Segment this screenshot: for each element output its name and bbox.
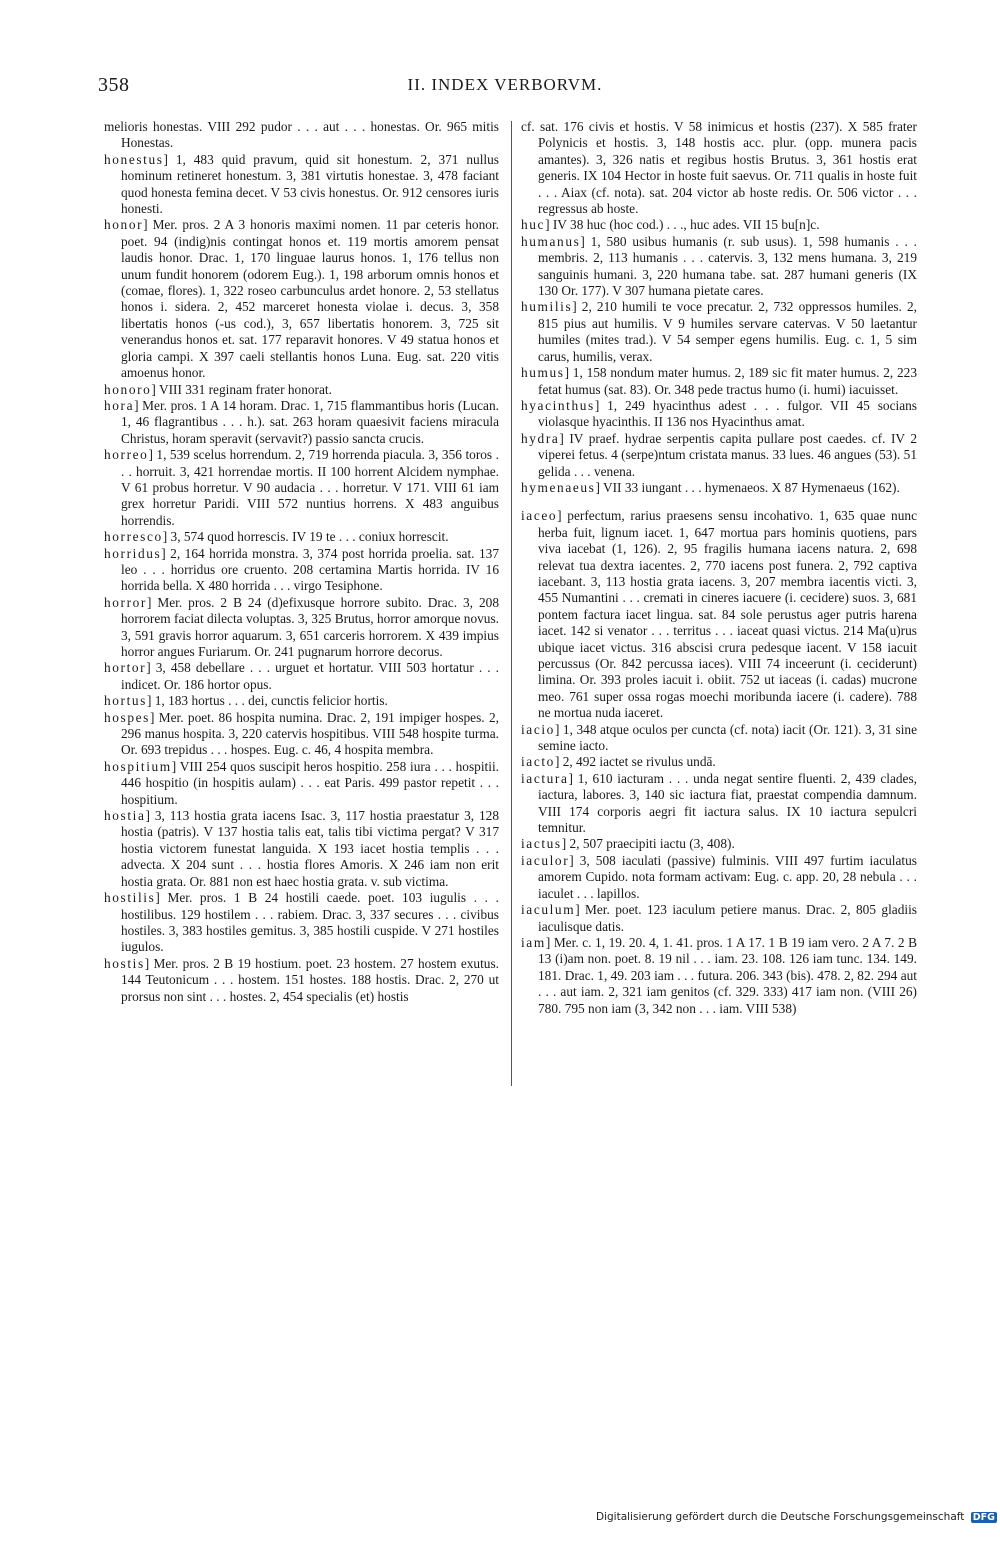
lemma: hospes xyxy=(104,709,150,725)
lemma: iactura xyxy=(521,770,569,786)
entry-hora: hora] Mer. pros. 1 A 14 horam. Drac. 1, 715 flammantibus horis (Lucan. 1, 46 flagrantibus . . . h.). sat. 263 horam quaesivit faciens miracula Christus, horam speravit (servavit?) passio sancta crucis. xyxy=(104,397,499,446)
entry-hortus: hortus] 1, 183 hortus . . . dei, cunctis felicior hortis. xyxy=(104,693,388,709)
entry-honestas-cont: melioris honestas. VIII 292 pudor . . . aut . . . honestas. Or. 965 mitis Honestas. xyxy=(104,119,499,151)
lemma: hortor xyxy=(104,660,147,676)
entry-hospitium: hospitium] VIII 254 quos suscipit heros hospitio. 258 iura . . . hospitii. 446 hospitio (in hospitis aulam) . . . eat Paris. 499 pastor repetit . . . hospitium. xyxy=(104,758,499,807)
entry-huc: huc] IV 38 huc (hoc cod.) . . ., huc ades. VII 15 bu[n]c. xyxy=(521,217,820,233)
entry-hymenaeus: hymenaeus] VII 33 iungant . . . hymenaeos. X 87 Hymenaeus (162). xyxy=(521,479,900,495)
entry-iactura: iactura] 1, 610 iacturam . . . unda negat sentire fluenti. 2, 439 clades, iactura, labores. 3, 140 sic iactura fiat, praestat compendia damnum. VIII 174 corporis aegri fit iactura salus. IX 10 iactura sepulcri temnitur. xyxy=(521,770,917,836)
lemma: hostilis xyxy=(104,890,156,906)
dfg-logo: DFG xyxy=(972,1512,995,1523)
entry-iacto: iacto] 2, 492 iactet se rivulus undā. xyxy=(521,754,716,770)
lemma: iaculum xyxy=(521,902,576,918)
lemma: humus xyxy=(521,365,565,381)
lemma: horreo xyxy=(104,447,149,463)
entry-iam: iam] Mer. c. 1, 19. 20. 4, 1. 41. pros. 1 A 17. 1 B 19 iam vero. 2 A 7. 2 B 13 (i)am non. poet. 8. 19 nil . . . iam. 23. 108. 126 iam tunc. 134. 149. 181. Drac. 1, 49. 203 iam . . . futura. 206. 343 (bis). 478. 2, 82. 294 aut . . . aut iam. 2, 321 iam genitos (cf. 329. 333) 417 iam non. (VIII 26) 780. 795 non iam (3, 342 non . . . iam. VIII 538) xyxy=(521,934,917,1016)
entry-hyacinthus: hyacinthus] 1, 249 hyacinthus adest . . . fulgor. VII 45 socians violasque hyacinthis. II 136 nos Hyacinthus amat. xyxy=(521,397,917,430)
right-column xyxy=(521,119,917,1017)
lemma: iacio xyxy=(521,721,555,737)
left-column xyxy=(104,119,499,1005)
lemma: iacto xyxy=(521,754,555,770)
lemma: honor xyxy=(104,217,144,233)
entry-hostis: hostis] Mer. pros. 2 B 19 hostium. poet. 23 hostem. 27 hostem exutus. 144 Teutonicum . . . hostem. 151 hostes. 188 hostis. Drac. 2, 270 ut prorsus non sint . . . hostes. 2, 454 specialis (et) hostis xyxy=(104,955,499,1004)
lemma: iactus xyxy=(521,836,562,852)
lemma: hospitium xyxy=(104,758,172,774)
lemma: hyacinthus xyxy=(521,397,595,413)
entry-horresco: horresco] 3, 574 quod horrescis. IV 19 te . . . coniux horrescit. xyxy=(104,529,449,545)
lemma: hostis xyxy=(104,955,145,971)
entry-hydra: hydra] IV praef. hydrae serpentis capita pullare post caedes. cf. IV 2 viperei fetus. 4 (serpe)ntum cristata manus. 33 lues. 46 angues (53). 51 gelida . . . venena. xyxy=(521,430,917,479)
lemma: humanus xyxy=(521,233,581,249)
lemma: hydra xyxy=(521,430,560,446)
lemma: honestus xyxy=(104,151,164,167)
entry-humilis: humilis] 2, 210 humili te voce precatur. 2, 732 oppressos humiles. 2, 815 pius aut humilis. V 9 humiles servare catervas. V 50 laetantur humiles (mites trad.). V 54 semper egens humilis. Eug. c. 1, 5 sim carus, humilis, verax. xyxy=(521,299,917,364)
entry-horreo: horreo] 1, 539 scelus horrendum. 2, 719 horrenda piacula. 3, 356 toros . . . horruit. 3, 421 horrendae mortis. II 100 horrent Alcidem nymphae. V 61 probus horretur. V 90 audacia . . . horretur. V 171. VIII 61 iam grex horretur Paridi. VIII 572 nuntius horrens. X 483 anguibus horrendis. xyxy=(104,447,499,528)
credit-text: Digitalisierung gefördert durch die Deutsche Forschungsgemeinschaft xyxy=(596,1511,965,1523)
lemma: iaculor xyxy=(521,852,570,868)
lemma: horror xyxy=(104,594,147,610)
lemma: hymenaeus xyxy=(521,479,596,495)
lemma: hostia xyxy=(104,808,146,824)
entry-honoro: honoro] VIII 331 reginam frater honorat. xyxy=(104,381,332,397)
lemma: hortus xyxy=(104,693,147,709)
lemma: horridus xyxy=(104,545,162,561)
lemma: huc xyxy=(521,217,546,233)
digitization-credit xyxy=(596,1511,995,1531)
running-header xyxy=(98,74,912,98)
lemma: iam xyxy=(521,934,546,950)
entry-hostia: hostia] 3, 113 hostia grata iacens Isac. 3, 117 hostia praestatur 3, 128 hostia (patris). V 137 hostia talis eat, talis tibi victima pergat? V 317 hostia victorem funestat languida. X 193 iacet hostia templis . . . advecta. X 204 sunt . . . hostia flores Amoris. X 246 iam non erit hostia grata. Or. 881 non est haec hostia grata. v. sub victima. xyxy=(104,808,499,889)
entry-horror: horror] Mer. pros. 2 B 24 (d)efixusque horrore subito. Drac. 3, 208 horrorem faciat dilecta voluptas. 3, 325 Brutus, horror amorque novus. 3, 591 gravis horror aquarum. 3, 651 carceris horrorem. X 439 impius horror angues Furiarum. Or. 241 pugnarum horrore decorus. xyxy=(104,594,499,659)
lemma: hora xyxy=(104,397,135,413)
entry-horridus: horridus] 2, 164 horrida monstra. 3, 374 post horrida proelia. sat. 137 leo . . . horridus ore cruento. 208 certamina Martis horrida. IV 16 horrida bella. X 480 horrida . . . virgo Tesiphone. xyxy=(104,545,499,594)
entry-hospes: hospes] Mer. poet. 86 hospita numina. Drac. 2, 191 impiger hospes. 2, 296 manus hospita. 3, 220 catervis hospitibus. VIII 548 hospite turma. Or. 693 trepidus . . . hospes. Eug. c. 46, 4 hospita membra. xyxy=(104,709,499,758)
running-title: II. INDEX VERBORVM. xyxy=(407,75,603,94)
lemma: humilis xyxy=(521,299,573,315)
entry-honestus: honestus] 1, 483 quid pravum, quid sit honestum. 2, 371 nullus hominum retineret honestum. 3, 381 virtutis honestae. 3, 478 faciant quod honesta femina decet. V 53 civis honestus. Or. 912 censores iuris honesti. xyxy=(104,151,499,217)
lemma: horresco xyxy=(104,529,163,545)
page-number: 358 xyxy=(98,74,130,96)
entry-hostilis: hostilis] Mer. pros. 1 B 24 hostili caede. poet. 103 iugulis . . . hostilibus. 129 hostilem . . . rabiem. Drac. 3, 337 secures . . . civibus hostiles. 3, 383 hostiles gemitus. 3, 385 hostili cuspide. V 271 hostiles iugulos. xyxy=(104,890,499,955)
entry-honor: honor] Mer. pros. 2 A 3 honoris maximi nomen. 11 par ceteris honor. poet. 94 (indig)nis contingat honos et. 119 mortis amorem pensat laudis honor. Drac. 1, 170 linguae laurus honos. 1, 176 tellus non unum fundit honorem (odorem Eug.). 1, 198 arborum omnis honos et (comae, flores). 1, 322 roseo carbunculus ardet honore. 2, 53 stellatus honos i. sidera. 2, 452 marceret honesta violae i. decus. 3, 358 libertatis honos (-us cod.), 3, 657 libertatis honorem. 3, 725 sit venerandus honos et. sat. 177 reparavit honores. V 49 statua honos et gloria campi. X 397 caeli stellantis honos Luna. Eug. sat. 220 vitis amoenus honor. xyxy=(104,217,499,381)
entry-hortor: hortor] 3, 458 debellare . . . urguet et hortatur. VIII 503 hortatur . . . indicet. Or. 186 hortor opus. xyxy=(104,660,499,692)
entry-iaculor: iaculor] 3, 508 iaculati (passive) fulminis. VIII 497 furtim iaculatus amorem Cupido. nota formam activam: Eug. c. app. 20, 28 nebula . . . iaculet . . . lapillos. xyxy=(521,852,917,901)
lemma: iaceo xyxy=(521,508,558,524)
entry-iaceo: iaceo] perfectum, rarius praesens sensu incohativo. 1, 635 quae nunc herba fuit, lignum iacet. 1, 647 mortua pars hominis quotiens, pars viva iacebat (1, 126). 2, 95 fragilis humana iacens natura. 2, 698 relevat tua dextra iacentes. 2, 770 iacens post funera. 2, 792 captiva iacebant. 3, 113 hostia grata iacens. 3, 207 membra iacentis victi. 3, 455 Numantini . . . cremati in cineres iacuere (i. cecidere) suos. 3, 681 pontem factura iacet lingua. sat. 84 sole perustus ager putris harena iacet. 142 si venator . . . territus . . . iaceat quasi victus. 214 Ma(u)rus ubique iacet victus. 316 abscisi crura pedesque iacent. V 158 iacuit percussus (Or. 842 percussa iaces). VIII 74 inceerunt (i. ceciderunt) limina. Or. 393 proles iacuit i. obiit. 752 ut iaceas (i. cadas) mucrone meo. 761 super ossa rogas moechi moribunda iacere (i. cadere). 788 ne mortua nuda iaceret. xyxy=(521,508,917,721)
entry-iactus: iactus] 2, 507 praecipiti iactu (3, 408). xyxy=(521,836,735,852)
entry-iaculum: iaculum] Mer. poet. 123 iaculum petiere manus. Drac. 2, 805 gladiis iaculisque datis. xyxy=(521,902,917,934)
entry-humus: humus] 1, 158 nondum mater humus. 2, 189 sic fit mater humus. 2, 223 fetat humus (sat. 83). Or. 348 pede tractus humo (i. humi) iacuisset. xyxy=(521,365,917,397)
entry-hostis-cont: cf. sat. 176 civis et hostis. V 58 inimicus et hostis (237). X 585 frater Polynicis et hostis. 3, 148 hostis acc. plur. (opp. munera pacis amantes). 3, 326 natis et regibus hostis Brutus. 3, 361 hostis erat generis. IX 104 Hector in hoste fuit saevus. Or. 711 qualis in hoste fuit . . . Aiax (cf. nota). sat. 204 victor ab hoste redis. Or. 506 victor . . . regressus ab hoste. xyxy=(521,119,917,217)
column-divider xyxy=(511,121,512,1086)
lemma: honoro xyxy=(104,381,152,397)
section-gap xyxy=(521,496,917,508)
entry-humanus: humanus] 1, 580 usibus humanis (r. sub usus). 1, 598 humanis . . . membris. 2, 113 humanis . . . catervis. 3, 132 mens humana. 3, 219 sanguinis humani. 3, 220 humana tabe. sat. 287 humani generis (IX 130 Or. 177). V 307 humana pietate cares. xyxy=(521,233,917,299)
entry-iacio: iacio] 1, 348 atque oculos per cuncta (cf. nota) iacit (Or. 121). 3, 31 sine semine iacto. xyxy=(521,721,917,754)
